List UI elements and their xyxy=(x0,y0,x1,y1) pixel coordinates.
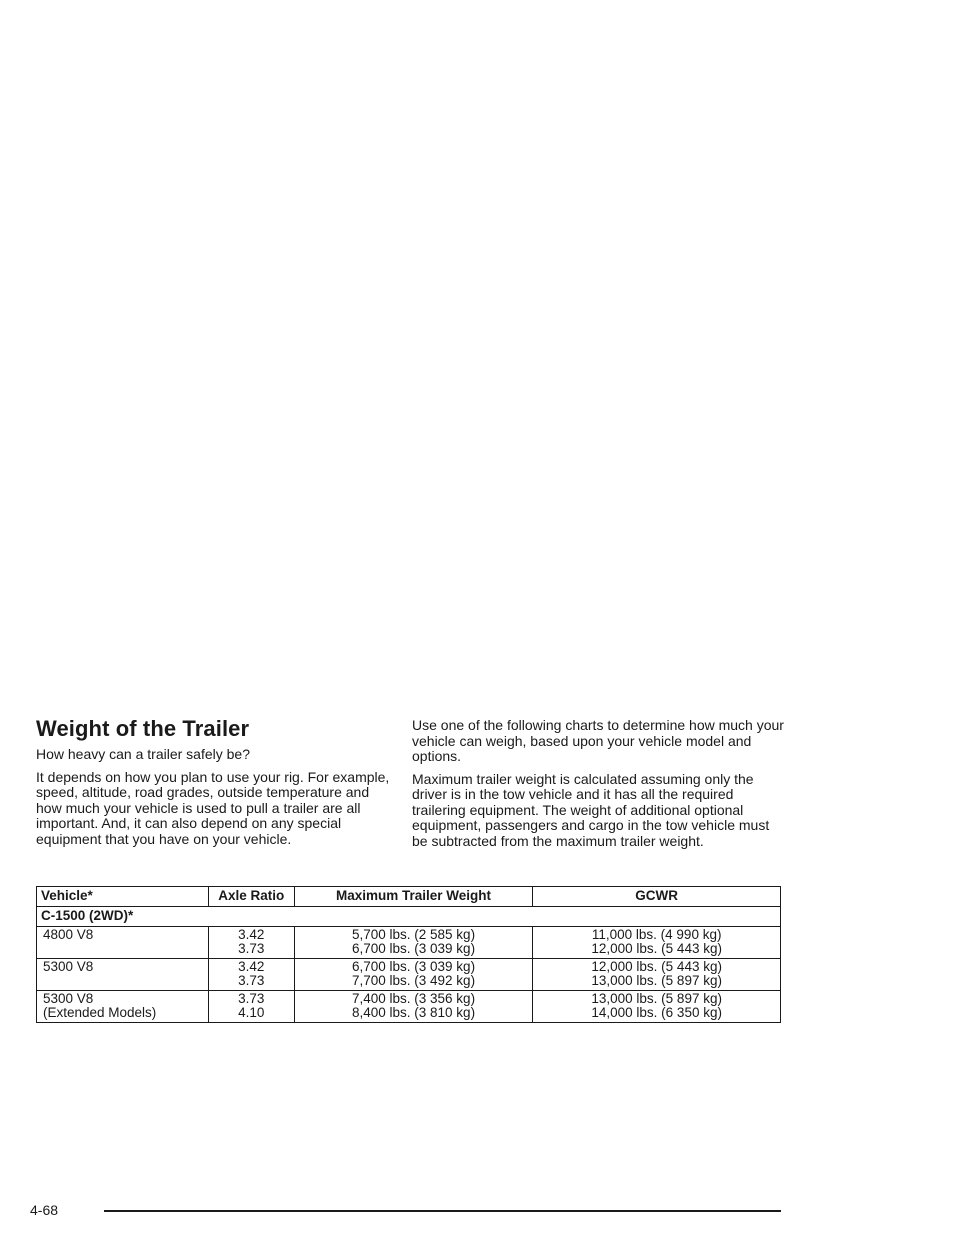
table-group-row xyxy=(37,907,781,927)
max-trailer-weight-cell xyxy=(294,991,533,1023)
gcwr-cell xyxy=(533,959,781,991)
group-label: C-1500 (2WD)* xyxy=(37,907,781,927)
table-header-row xyxy=(37,887,781,907)
axle-ratio-line: 4.10 xyxy=(238,1005,265,1020)
header-axle-ratio: Axle Ratio xyxy=(208,887,294,907)
gcwr-line: 11,000 lbs. (4 990 kg) xyxy=(591,927,722,942)
axle-ratio-line: 3.42 xyxy=(238,927,265,942)
trailer-weight-table xyxy=(36,886,781,1023)
chart-instructions: Use one of the following charts to determine how much your vehicle can weigh, based upon your vehicle model and options. xyxy=(412,717,784,764)
max-weight-explanation: Maximum trailer weight is calculated assuming only the driver is in the tow vehicle and it has all the required trailering equipment. The weight of additional optional equipment, passengers and cargo in the tow vehicle must be subtracted from the maximum trailer weight. xyxy=(412,770,770,849)
max-weight-line: 8,400 lbs. (3 810 kg) xyxy=(351,1005,476,1020)
max-trailer-weight-cell xyxy=(294,959,533,991)
page-number: 4-68 xyxy=(30,1202,59,1218)
gcwr-cell xyxy=(533,927,781,959)
gcwr-line: 12,000 lbs. (5 443 kg) xyxy=(591,959,722,974)
table-row xyxy=(37,927,781,959)
axle-ratio-line: 3.42 xyxy=(238,959,265,974)
axle-ratio-cell xyxy=(208,991,294,1023)
gcwr-cell xyxy=(533,991,781,1023)
max-trailer-weight-cell xyxy=(294,927,533,959)
left-text-column xyxy=(36,747,396,854)
vehicle-cell xyxy=(37,991,209,1023)
max-weight-line: 6,700 lbs. (3 039 kg) xyxy=(351,941,476,956)
axle-ratio-cell xyxy=(208,959,294,991)
axle-ratio-line: 3.73 xyxy=(238,941,265,956)
axle-ratio-line: 3.73 xyxy=(238,973,265,988)
header-max-trailer-weight: Maximum Trailer Weight xyxy=(294,887,533,907)
gcwr-line: 13,000 lbs. (5 897 kg) xyxy=(591,991,722,1006)
gcwr-line: 14,000 lbs. (6 350 kg) xyxy=(591,1005,722,1020)
max-weight-line: 7,700 lbs. (3 492 kg) xyxy=(351,973,476,988)
table-row xyxy=(37,991,781,1023)
footer-rule xyxy=(104,1210,781,1212)
gcwr-line: 12,000 lbs. (5 443 kg) xyxy=(591,941,722,956)
max-weight-line: 5,700 lbs. (2 585 kg) xyxy=(351,927,476,942)
vehicle-line: 5300 V8 xyxy=(43,991,94,1006)
header-gcwr: GCWR xyxy=(533,887,781,907)
vehicle-line: (Extended Models) xyxy=(43,1005,157,1020)
axle-ratio-cell xyxy=(208,927,294,959)
right-text-column xyxy=(412,718,784,856)
max-weight-line: 7,400 lbs. (3 356 kg) xyxy=(351,991,476,1006)
vehicle-cell xyxy=(37,959,209,991)
table-row xyxy=(37,959,781,991)
axle-ratio-line: 3.73 xyxy=(238,991,265,1006)
vehicle-line: 4800 V8 xyxy=(43,927,94,942)
section-title: Weight of the Trailer xyxy=(36,716,250,741)
intro-question: How heavy can a trailer safely be? xyxy=(36,746,250,762)
intro-paragraph: It depends on how you plan to use your rig. For example, speed, altitude, road grades, outside temperature and how much your vehicle is used to pull a trailer are all important. And, it can also depend on any special equipment that you have on your vehicle. xyxy=(36,768,390,847)
vehicle-line: 5300 V8 xyxy=(43,959,94,974)
gcwr-line: 13,000 lbs. (5 897 kg) xyxy=(591,973,722,988)
vehicle-cell xyxy=(37,927,209,959)
header-vehicle: Vehicle* xyxy=(37,887,209,907)
max-weight-line: 6,700 lbs. (3 039 kg) xyxy=(351,959,476,974)
